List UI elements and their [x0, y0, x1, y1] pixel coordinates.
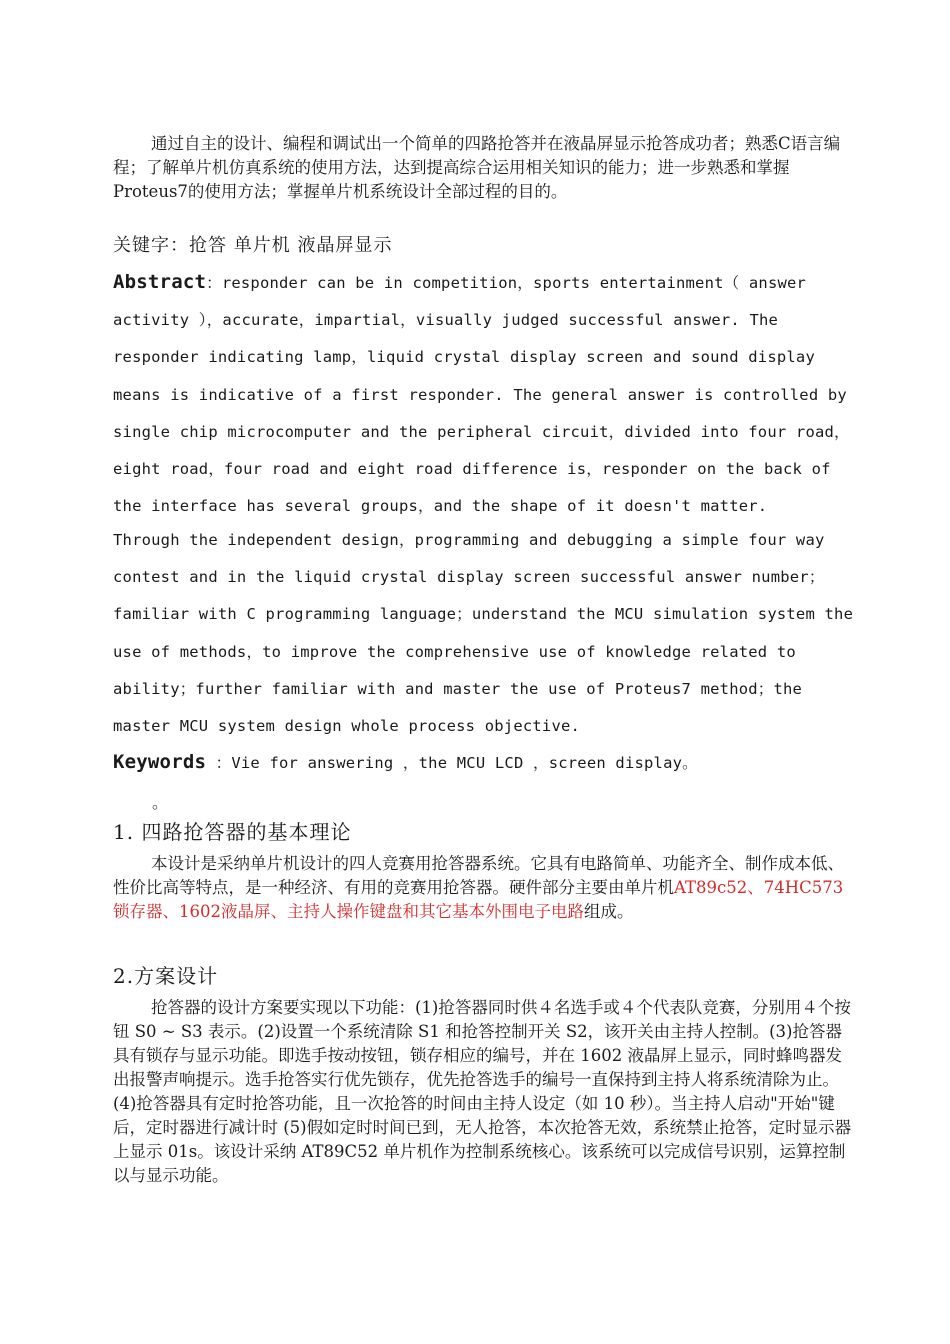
section-1-end: 组成。 [584, 902, 634, 921]
abstract-paragraph [113, 264, 858, 525]
keywords-cn-text: 抢答 单片机 液晶屏显示 [189, 235, 393, 256]
section-2 [113, 962, 858, 1188]
abstract-section-2 [113, 522, 858, 745]
section-1-title: 1. 四路抢答器的基本理论 [113, 820, 352, 844]
section-1-paragraph [113, 852, 858, 924]
abstract-label: Abstract [113, 271, 207, 293]
intro-section [113, 132, 858, 204]
section-1-highlight: AT89c52、74HC573锁存器、1602液晶屏、主持人操作键盘和其它基本外围电子电路 [113, 878, 844, 921]
keywords-cn-line [113, 233, 858, 259]
keywords-cn [113, 233, 858, 259]
abstract-paragraph-2: Through the independent design，programming and debugging a simple four way contest and in the liquid crystal display screen successful answer number；familiar with C programming language；understand the MCU simulation system the use of methods，to improve the comprehensive use of knowledge related to ability；further familiar with and master the use of Proteus7 method；the master MCU system design whole process objective. [113, 531, 854, 736]
intro-paragraph: 通过自主的设计、编程和调试出一个简单的四路抢答并在液晶屏显示抢答成功者；熟悉C语言编程；了解单片机仿真系统的使用方法，达到提高综合运用相关知识的能力；进一步熟悉和掌握Proteus7的使用方法；掌握单片机系统设计全部过程的目的。 [113, 134, 841, 201]
keywords-en-line [113, 745, 858, 780]
abstract-text: ：responder can be in competition，sports entertainment（ answer activity ），accurate，impartial，visually judged successful answer. The responder indicating lamp，liquid crystal display screen and sound display means is indicative of a first responder. The general answer is controlled by single chip microcomputer and the peripheral circuit，divided into four road，eight road，four road and eight road difference is，responder on the back of the interface has several groups，and the shape of it doesn't matter. [113, 274, 850, 516]
section-1 [113, 818, 858, 924]
section-2-title: 2.方案设计 [113, 964, 219, 988]
keywords-cn-label: 关键字： [113, 235, 189, 256]
section-1-text: 本设计是采纳单片机设计的四人竞赛用抢答器系统。它具有电路简单、功能齐全、制作成本低、性价比高等特点，是一种经济、有用的竞赛用抢答器。硬件部分主要由单片机 [113, 854, 844, 897]
section-2-paragraph: 抢答器的设计方案要实现以下功能：(1)抢答器同时供４名选手或４个代表队竞赛，分别用４个按钮 S0 ~ S3 表示。(2)设置一个系统清除 S1 和抢答控制开关 S2，该开关由主持人控制。(3)抢答器具有锁存与显示功能。即选手按动按钮，锁存相应的编号，并在 1602 液晶屏上显示，同时蜂鸣器发出报警声响提示。选手抢答实行优先锁存，优先抢答选手的编号一直保持到主持人将系统清除为止。(4)抢答器具有定时抢答功能，且一次抢答的时间由主持人设定（如 10 秒）。当主持人启动"开始"键后，定时器进行减计时 (5)假如定时时间已到，无人抢答，本次抢答无效，系统禁止抢答，定时显示器上显示 01s。该设计采纳 AT89C52 单片机作为控制系统核心。该系统可以完成信号识别，运算控制以与显示功能。 [113, 998, 852, 1185]
keywords-en [113, 745, 858, 780]
stray-mark: 。 [152, 793, 169, 812]
keywords-en-label: Keywords [113, 751, 207, 773]
abstract-section [113, 264, 858, 525]
keywords-en-text: ：Vie for answering ，the MCU LCD ，screen display。 [206, 754, 698, 772]
